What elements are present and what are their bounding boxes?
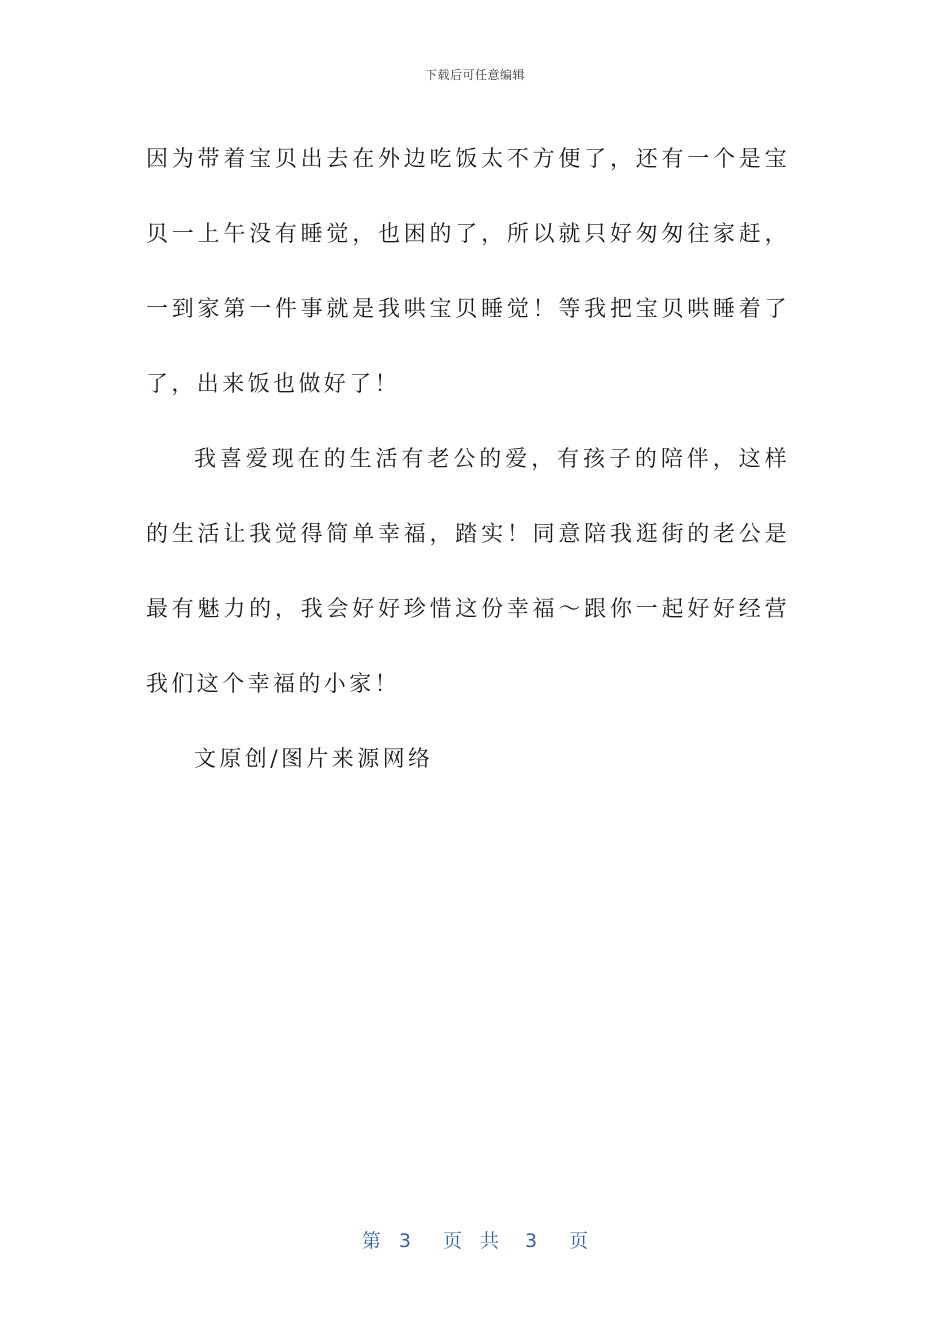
footer-total-pages: 3 <box>525 1230 538 1252</box>
footer-page-word: 页 <box>442 1230 462 1252</box>
body-paragraph: 因为带着宝贝出去在外边吃饭太不方便了，还有一个是宝贝一上午没有睡觉，也困的了，所以就只好匆匆往家赶，一到家第一件事就是我哄宝贝睡觉！等我把宝贝哄睡着了了，出来饭也做好了！ <box>146 147 790 397</box>
footer-total-prefix: 共 <box>480 1230 500 1252</box>
document-body <box>146 122 790 797</box>
footer-current-page: 3 <box>398 1230 411 1252</box>
body-paragraph: 我喜爱现在的生活有老公的爱，有孩子的陪伴，这样的生活让我觉得简单幸福，踏实！同意陪我逛街的老公是最有魅力的，我会好好珍惜这份幸福～跟你一起好好经营我们这个幸福的小家！ <box>146 447 790 697</box>
page-footer <box>0 1226 950 1253</box>
footer-page-prefix: 第 <box>361 1230 381 1252</box>
source-attribution: 文原创/图片来源网络 <box>194 747 434 772</box>
footer-page-suffix: 页 <box>569 1230 589 1252</box>
header-note: 下载后可任意编辑 <box>424 68 525 82</box>
